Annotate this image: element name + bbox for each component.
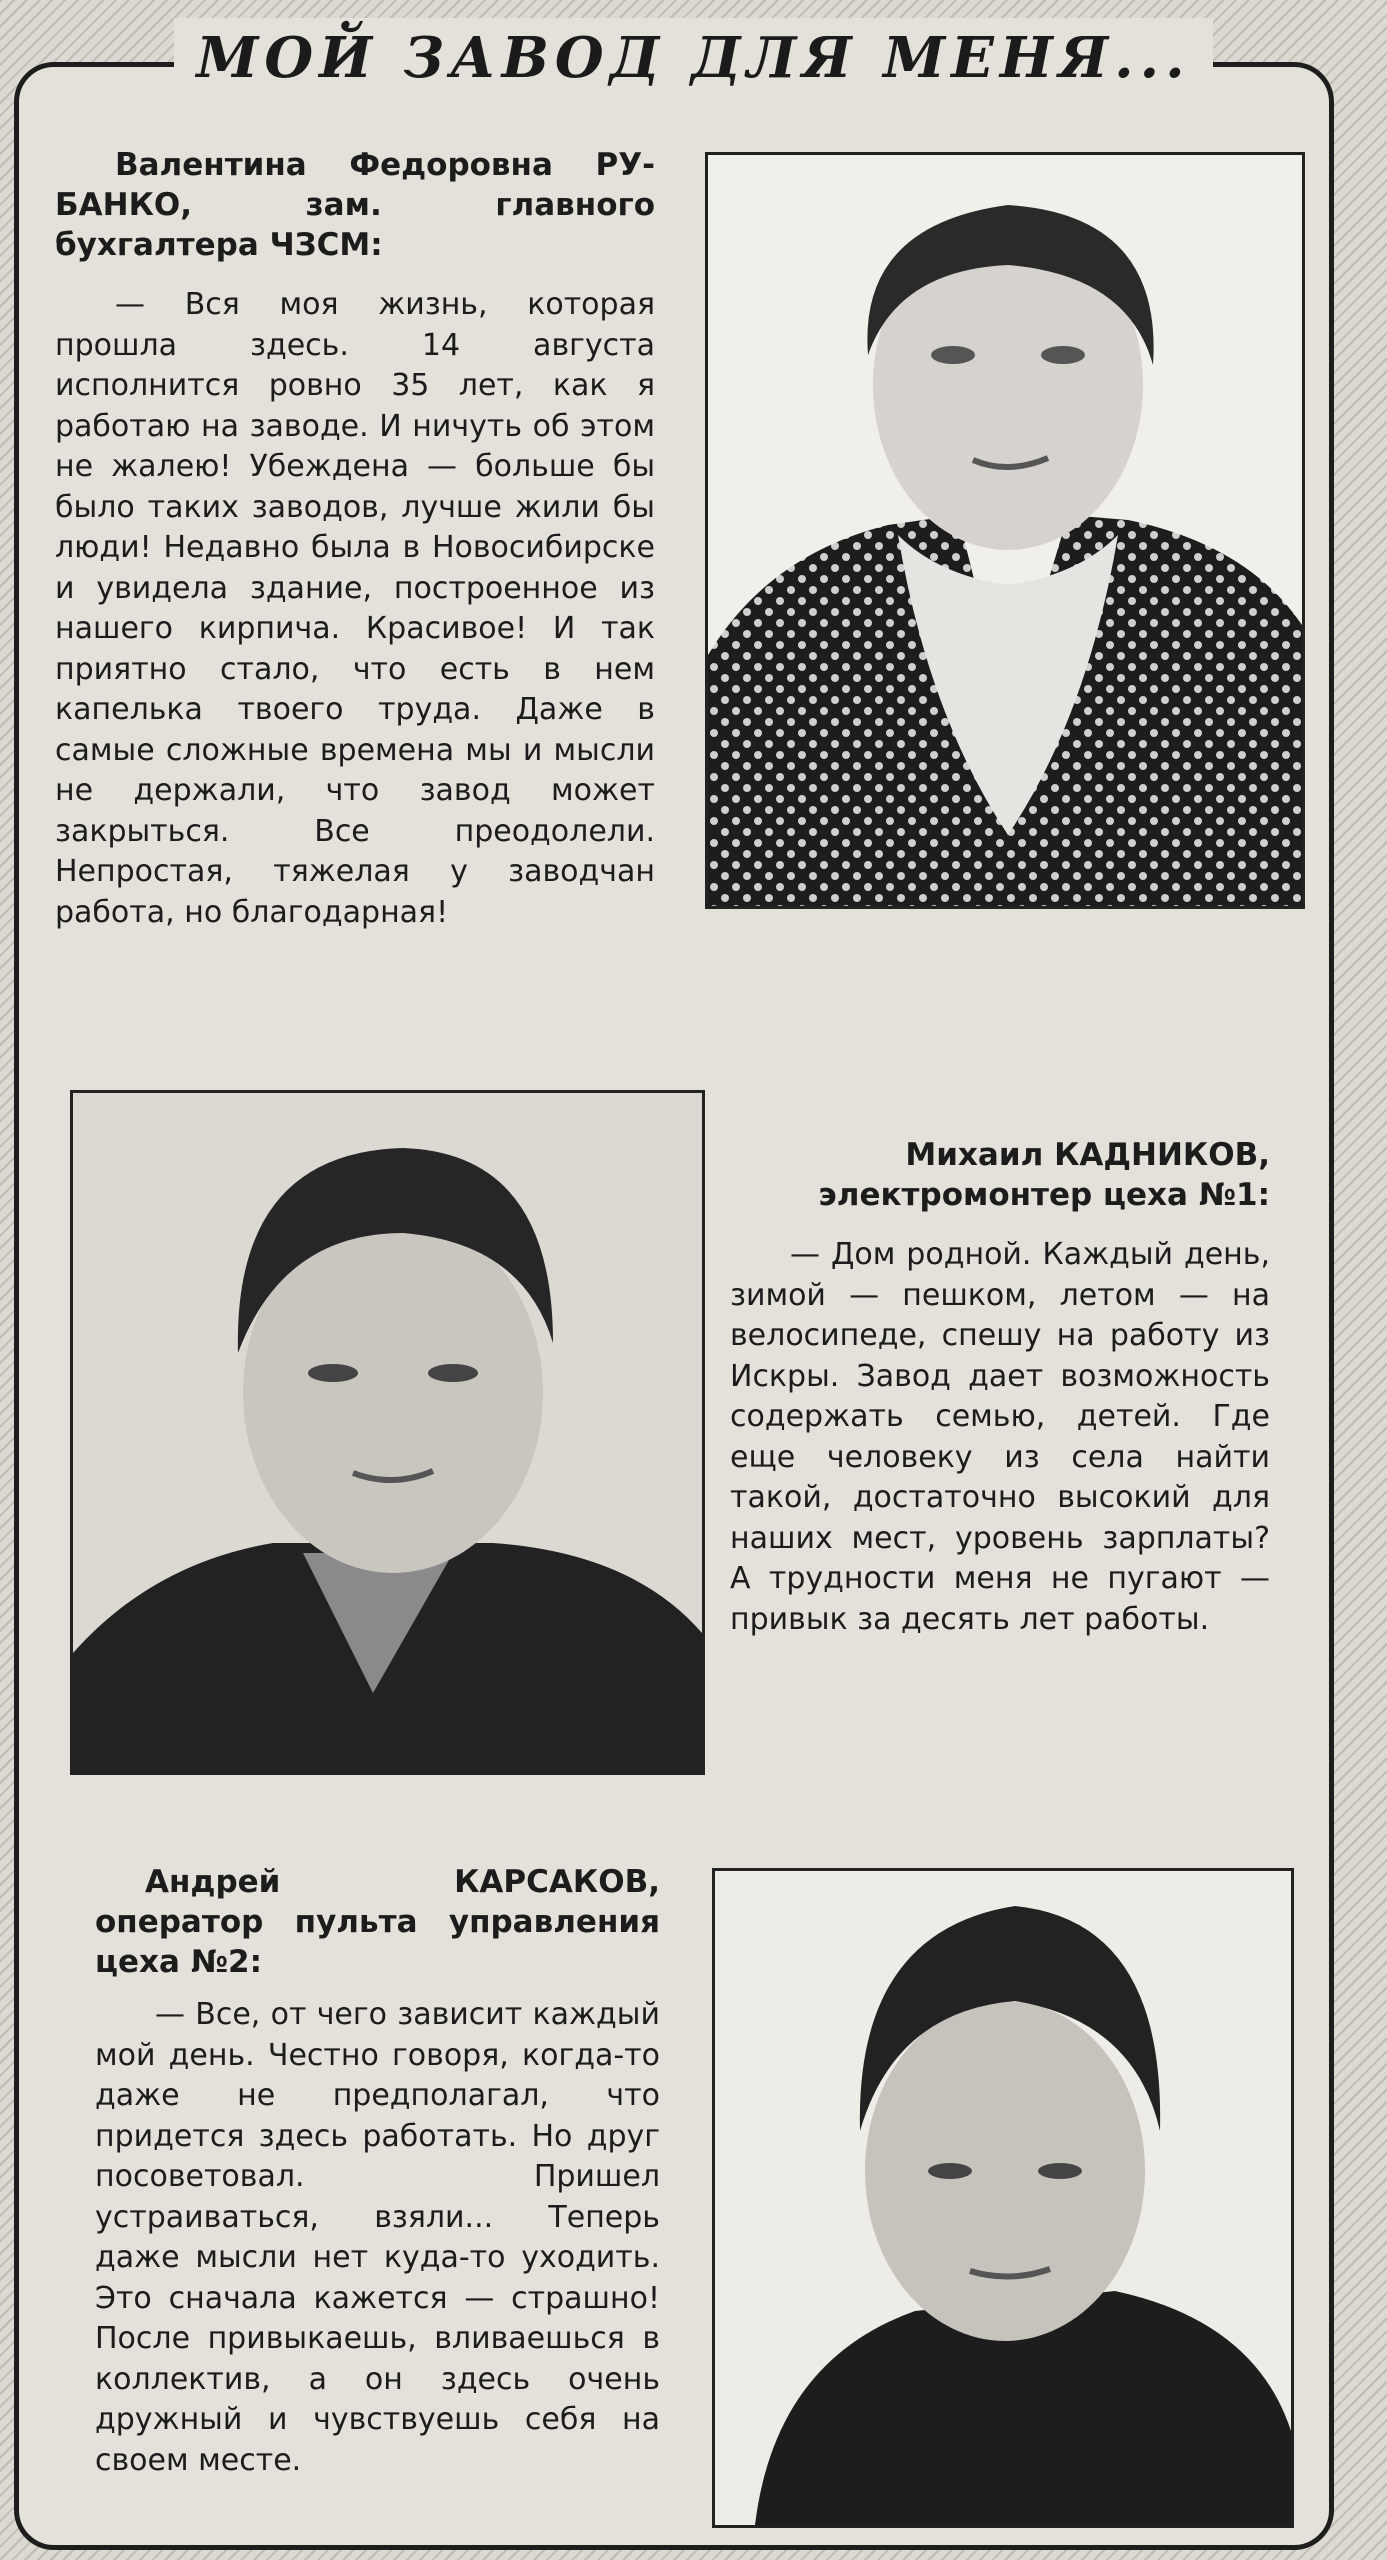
quote-text: — Дом родной. Каждый день, зимой — пешком, летом — на велосипеде, спешу на работу из Искры. Завод дает возможность содержать семью, детей. Где еще человеку из села найти такой, достаточно высокий для наших мест, уровень зарплаты? А трудности меня не пугают — привык за десять лет работы. (730, 1237, 1270, 1637)
title-bar (0, 18, 1387, 98)
article-karsakov (95, 1862, 660, 1982)
portrait-photo-rubanko (705, 152, 1305, 909)
article-rubanko (55, 145, 655, 265)
article-kadnikov (730, 1135, 1270, 1215)
person-heading: Андрей КАРСАКОВ, оператор пульта управления цеха №2: (95, 1864, 660, 1980)
portrait-photo-karsakov (712, 1868, 1294, 2528)
person-heading: Валентина Федоровна РУ-БАНКО, зам. главного бухгалтера ЧЗСМ: (55, 147, 655, 263)
quote-text: — Вся моя жизнь, которая прошла здесь. 14 августа исполнится ровно 35 лет, как я работаю на заводе. И ничуть об этом не жалею! Убеждена — больше бы было таких заводов, лучше жили бы люди! Недавно была в Новосибирске и увидела здание, построенное из нашего кирпича. Красивое! И так приятно стало, что есть в нем капелька твоего труда. Даже в самые сложные времена мы и мысли не держали, что завод может закрыться. Все преодолели. Непростая, тяжелая у заводчан работа, но благодарная! (55, 287, 655, 930)
portrait-photo-kadnikov (70, 1090, 705, 1775)
page-title: МОЙ ЗАВОД ДЛЯ МЕНЯ... (174, 18, 1212, 98)
person-heading: Михаил КАДНИКОВ, электромонтер цеха №1: (818, 1137, 1270, 1213)
quote-text: — Все, от чего зависит каждый мой день. Честно говоря, когда-то даже не предполагал, что придется здесь работать. Но друг посоветовал. Пришел устраиваться, взяли... Теперь даже мысли нет куда-то уходить. Это сначала кажется — страшно! После привыкаешь, вливаешься в коллектив, а он здесь очень дружный и чувствуешь себя на своем месте. (95, 1997, 660, 2478)
